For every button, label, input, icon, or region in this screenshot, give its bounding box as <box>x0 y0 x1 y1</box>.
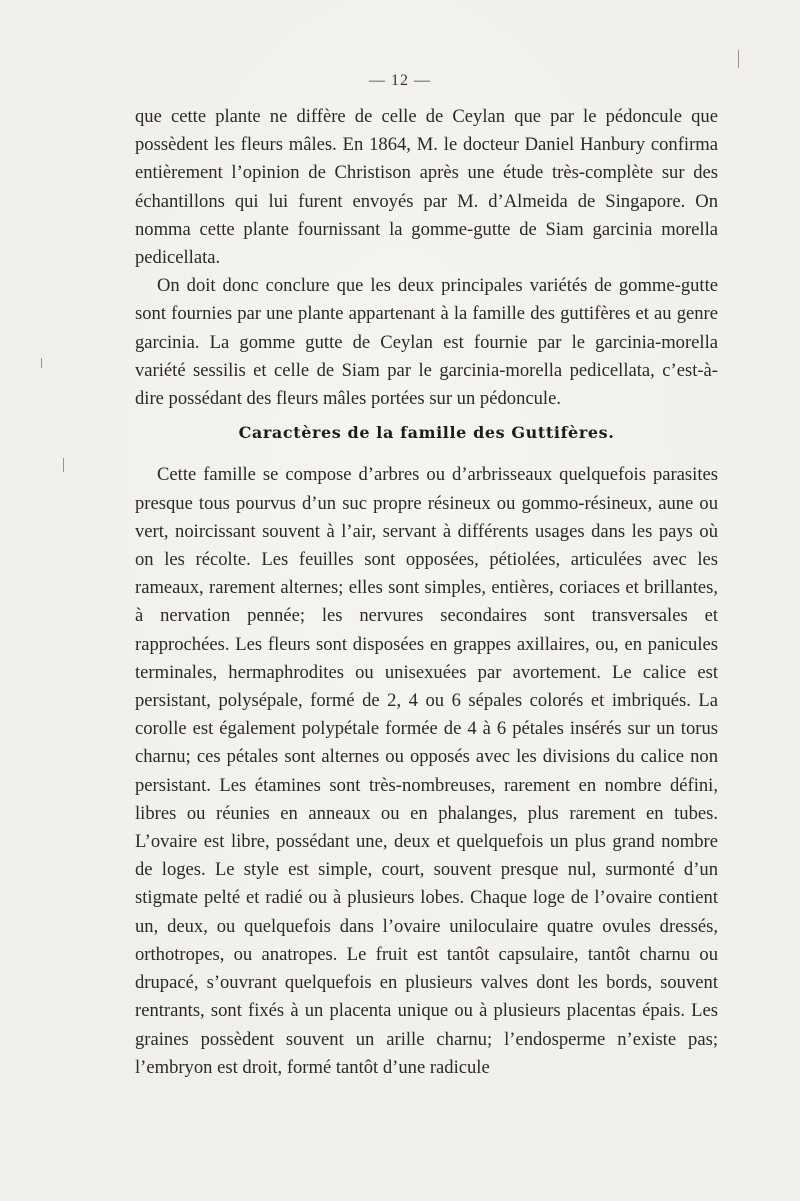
scan-mark <box>738 50 739 68</box>
section-heading: Caractères de la famille des Guttifères. <box>238 423 615 443</box>
body-text <box>135 103 718 1082</box>
paragraph-3: Cette famille se compose d’arbres ou d’arbrisseaux quelquefois parasites presque tous pourvus d’un suc propre résineux ou gommo-résineux, aune ou vert, noircissant souvent à l’air, servant à différents usages dans les pays où on les récolte. Les feuilles sont opposées, pétiolées, articulées avec les rameaux, rarement alternes; elles sont simples, entières, coriaces et brillantes, à nervation pennée; les nervures secondaires sont transversales et rapprochées. Les fleurs sont disposées en grappes axillaires, ou, en panicules terminales, hermaphrodites ou unisexuées par avortement. Le calice est persistant, polysépale, formé de 2, 4 ou 6 sépales colorés et imbriqués. La corolle est également polypétale formée de 4 à 6 pétales insérés sur un torus charnu; ces pétales sont alternes ou opposés avec les divisions du calice non persistant. Les étamines sont très-nombreuses, rarement en nombre défini, libres ou réunies en anneaux ou en phalanges, plus rarement en tubes. L’ovaire est libre, possédant une, deux et quelquefois un plus grand nombre de loges. Le style est simple, court, souvent presque nul, surmonté d’un stigmate pelté et radié ou à plusieurs lobes. Chaque loge de l’ovaire contient un, deux, ou quelquefois dans l’ovaire uniloculaire quatre ovules dressés, orthotropes, ou anatropes. Le fruit est tantôt capsulaire, tantôt charnu ou drupacé, s’ouvrant quelquefois en plusieurs valves dont les bords, souvent rentrants, sont fixés à un placenta unique ou à plusieurs placentas épais. Les graines possèdent souvent un arille charnu; l’endosperme n’existe pas; l’embryon est droit, formé tantôt d’une radicule <box>135 464 718 1078</box>
scan-mark <box>41 358 42 368</box>
page-number: — 12 — <box>369 72 431 89</box>
scan-mark <box>63 458 64 472</box>
paragraph-2: On doit donc conclure que les deux principales variétés de gomme-gutte sont fournies par une plante appartenant à la famille des guttifères et au genre garcinia. La gomme gutte de Ceylan est fournie par le garcinia-morella variété sessilis et celle de Siam par le garcinia-morella pedicellata, c’est-à-dire possédant des fleurs mâles portées sur un pédoncule. <box>135 275 718 410</box>
paragraph-1: que cette plante ne diffère de celle de Ceylan que par le pédoncule que possèdent les fleurs mâles. En 1864, M. le docteur Daniel Hanbury confirma entièrement l’opinion de Christison après une étude très-complète sur des échantillons qui lui furent envoyés par M. d’Almeida de Singapore. On nomma cette plante fournissant la gomme-gutte de Siam garcinia morella pedicellata. <box>135 106 718 269</box>
